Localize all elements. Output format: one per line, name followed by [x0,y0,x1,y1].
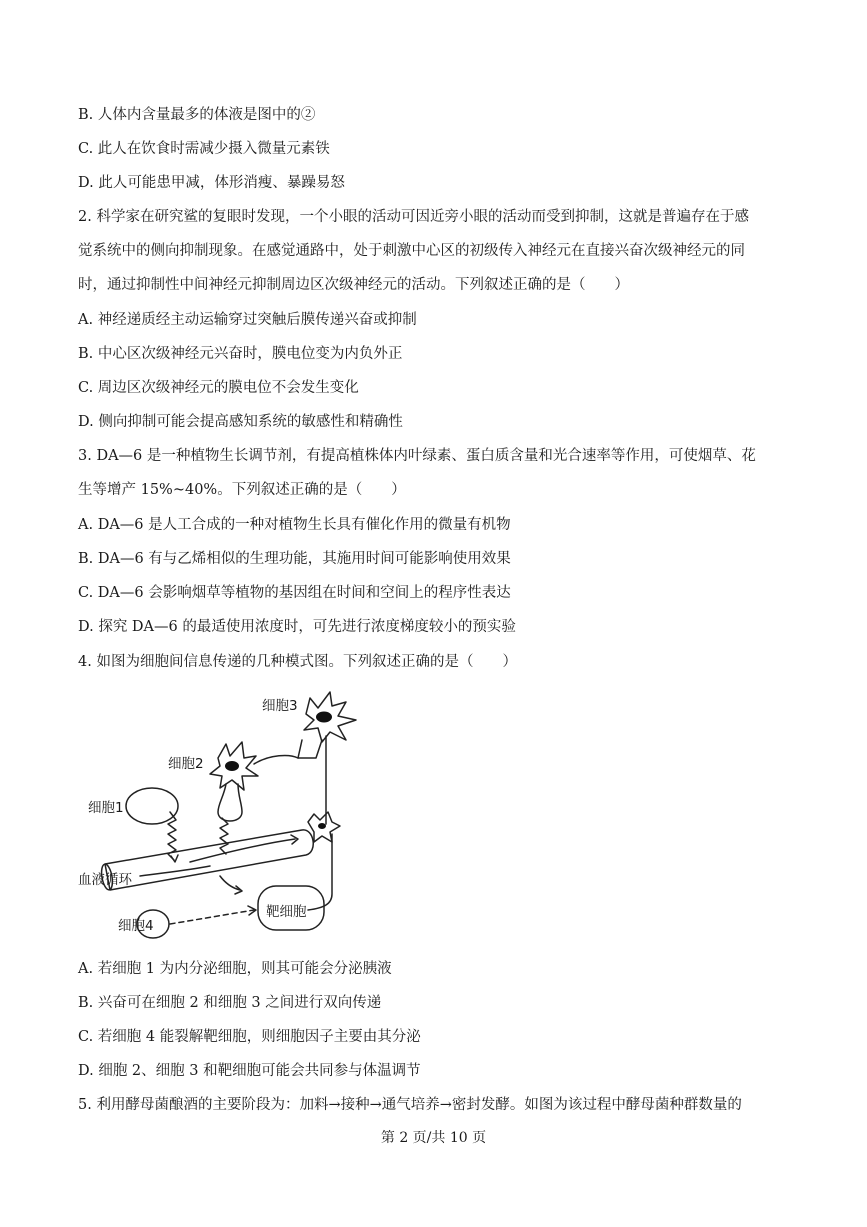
question-2-line-2: 觉系统中的侧向抑制现象。在感觉通路中，处于刺激中心区的初级传入神经元在直接兴奋次级神经元的同 [78,243,745,259]
label-target-cell: 靶细胞 [266,904,307,920]
option-b-q1: B. 人体内含量最多的体液是图中的② [78,107,316,123]
label-cell-2: 细胞2 [168,756,204,772]
question-3-line-1: 3. DA—6 是一种植物生长调节剂，有提高植株体内叶绿素、蛋白质含量和光合速率等作用，可使烟草、花 [78,448,756,464]
question-5-line-1: 5. 利用酵母菌酿酒的主要阶段为：加料→接种→通气培养→密封发酵。如图为该过程中酵母菌种群数量的 [78,1097,742,1113]
label-blood-circulation: 血液循环 [78,872,132,888]
option-b-q4: B. 兴奋可在细胞 2 和细胞 3 之间进行双向传递 [78,995,382,1011]
option-d-q4: D. 细胞 2、细胞 3 和靶细胞可能会共同参与体温调节 [78,1063,421,1079]
flow-arrow-upper [190,839,295,862]
option-d-q1: D. 此人可能患甲减，体形消瘦、暴躁易怒 [78,175,345,191]
question-3-line-2: 生等增产 15%~40%。下列叙述正确的是（ ） [78,482,406,498]
option-c-q4: C. 若细胞 4 能裂解靶细胞，则细胞因子主要由其分泌 [78,1029,421,1045]
page-footer: 第 2 页/共 10 页 [380,1130,487,1146]
label-cell-4: 细胞4 [118,918,154,934]
question-4: 4. 如图为细胞间信息传递的几种模式图。下列叙述正确的是（ ） [78,654,517,670]
option-c-q2: C. 周边区次级神经元的膜电位不会发生变化 [78,380,359,396]
cell-2-axon [218,784,242,821]
cell-1-shape [126,788,178,824]
cell-3-terminal-nucleus [318,823,326,829]
option-a-q2: A. 神经递质经主动运输穿过突触后膜传递兴奋或抑制 [78,312,417,328]
blood-vessel [105,830,313,890]
option-c-q3: C. DA—6 会影响烟草等植物的基因组在时间和空间上的程序性表达 [78,585,511,601]
option-b-q3: B. DA—6 有与乙烯相似的生理功能，其施用时间可能影响使用效果 [78,551,511,567]
cell-signaling-figure [70,684,370,944]
label-cell-1: 细胞1 [88,800,124,816]
option-d-q2: D. 侧向抑制可能会提高感知系统的敏感性和精确性 [78,414,403,430]
efferent-to-target [308,834,332,910]
cell-2-nucleus [225,761,239,771]
option-b-q2: B. 中心区次级神经元兴奋时，膜电位变为内负外正 [78,346,403,362]
question-2-line-3: 时，通过抑制性中间神经元抑制周边区次级神经元的活动。下列叙述正确的是（ ） [78,277,629,293]
cell-2-dendrite [254,740,302,764]
label-cell-3: 细胞3 [262,698,298,714]
option-d-q3: D. 探究 DA—6 的最适使用浓度时，可先进行浓度梯度较小的预实验 [78,619,516,635]
cell-4-dashed-arrow [170,910,254,924]
option-a-q4: A. 若细胞 1 为内分泌细胞，则其可能会分泌胰液 [78,961,392,977]
option-a-q3: A. DA—6 是人工合成的一种对植物生长具有催化作用的微量有机物 [78,517,511,533]
cell-2-signal [220,818,228,854]
cell-3-nucleus [316,712,332,723]
option-c-q1: C. 此人在饮食时需减少摄入微量元素铁 [78,141,330,157]
question-2-line-1: 2. 科学家在研究鲨的复眼时发现，一个小眼的活动可因近旁小眼的活动而受到抑制，这就是普遍存在于感 [78,209,749,225]
